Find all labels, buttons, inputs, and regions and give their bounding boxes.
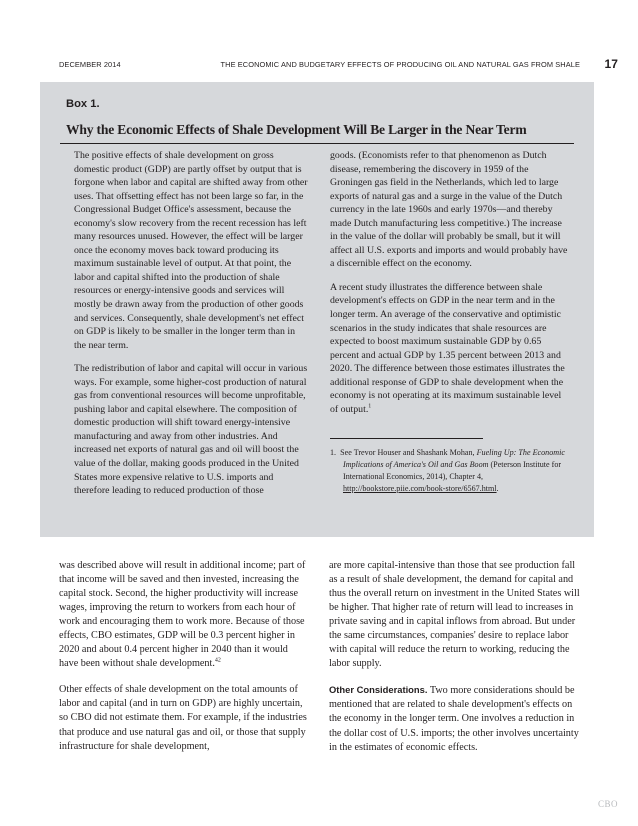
cbo-footer-mark: CBO — [597, 799, 618, 809]
header-date: DECEMBER 2014 — [59, 60, 121, 69]
body-paragraph: are more capital-intensive than those that see production fall as a result of shale development, the demand for capital and thus the overall return on investment in the United States will be higher. That higher rate of return will lead to increases in private saving and in capital inflows from abroad. But under the same circumstances, companies' desire to replace labor with capital will reduce the return to working, reducing the labor supply. — [329, 560, 580, 670]
footnote-number: 1. — [330, 448, 337, 458]
body-paragraph: Other effects of shale development on the total amounts of labor and capital (and in turn on GDP) are highly uncertain, so CBO did not estimate them. For example, if the industries that produce and use natural gas and oil, or those that supply infrastructure for shale development, — [59, 684, 307, 752]
box-paragraph-text: A recent study illustrates the difference between shale development's effects on GDP in the near term and in the longer term. An average of the conservative and optimistic scenarios in the study indicates that shale resources are expected to boost maximum sustainable GDP by 0.65 percent and actual GDP by 1.35 percent between 2013 and 2020. The difference between those estimates illustrates the additional response of GDP to shale development when the economy is not operating at its maximum sustainable level of output. — [330, 281, 565, 415]
footnote-rule — [330, 438, 483, 439]
runin-heading: Other Considerations. — [329, 684, 428, 696]
box-column-right — [330, 149, 569, 494]
box-title: Why the Economic Effects of Shale Development Will Be Larger in the Near Term — [66, 122, 527, 137]
footnote-link[interactable]: http://bookstore.piie.com/book-store/6567.html — [343, 483, 497, 493]
footnote-ref[interactable]: 1 — [368, 403, 372, 410]
box-paragraph: The redistribution of labor and capital will occur in various ways. For example, some higher-cost production of natural gas from conventional resources will become unprofitable, pushing labor and capital elsewhere. The composition of domestic production will shift toward energy-intensive manufacturing and away from other industries. And increased net exports of natural gas and oil will boost the value of the dollar, making goods produced in the United States more expensive relative to U.S. imports and therefore leading to reduced production of those — [74, 363, 308, 497]
running-header — [59, 57, 618, 71]
footnote-text: See Trevor Houser and Shashank Mohan, — [340, 448, 477, 458]
body-paragraph — [59, 559, 307, 671]
body-paragraph — [329, 683, 582, 754]
footnote-end: . — [496, 483, 499, 493]
footnote — [330, 447, 569, 494]
box-title-rule — [60, 143, 574, 144]
box-paragraph: goods. (Economists refer to that phenomenon as Dutch disease, remembering the discovery in 1959 of the Groningen gas field in the Netherlands, which led to large exports of natural gas and a surge in the value of the Dutch currency in the late 1960s and early 1970s—and thereby made Dutch manufacturing less competitive.) The increase in the value of the dollar will probably be small, but it will affect all U.S. exports and imports and would probably have a discernible effect on the economy. — [330, 150, 568, 270]
footnote-book-title: Fueling Up: The Economic Implications of America's Oil and Gas Boom — [343, 448, 565, 470]
endnote-ref[interactable]: 42 — [214, 657, 221, 664]
footnote-text: (Peterson Institute for International Economics, 2014), Chapter 4, — [343, 460, 562, 481]
box-1 — [40, 82, 594, 537]
box-paragraph — [330, 281, 569, 416]
box-column-left — [74, 149, 309, 508]
body-paragraph-text: was described above will result in additional income; part of that income will be saved and then invested, increasing the capital stock. Second, the higher productivity will increase wages, improving the return to workers from each hour of work and encouraging them to work more. Because of those effects, CBO estimates, GDP will be 0.3 percent higher in 2020 and about 0.4 percent higher in 2040 than it would have been without shale development. — [59, 560, 306, 670]
header-report-title: THE ECONOMIC AND BUDGETARY EFFECTS OF PRODUCING OIL AND NATURAL GAS FROM SHALE — [220, 60, 580, 69]
box-paragraph: The positive effects of shale development on gross domestic product (GDP) are partly offset by output that is forgone when labor and capital are shifted away from other uses. That offsetting effect has not been large so far, in the Congressional Budget Office's assessment, because the economy's slow recovery from the recent recession has left many resources unused. However, the effect will be larger once the economy moves back toward producing its maximum sustainable level of output. At that point, the labor and capital shifted into the production of shale resources or energy-intensive goods and services will mostly be drawn away from the production of other goods and services. Consequently, shale development's net effect on GDP is likely to be smaller in the longer term than in the near term. — [74, 150, 308, 351]
body-column-right — [329, 559, 582, 767]
body-paragraph-text: Two more considerations should be mentioned that are related to shale development's effects on the economy in the longer term. One involves a reduction in the dollar cost of U.S. imports; the other involves uncertainty in the estimates of economic effects. — [329, 685, 579, 753]
body-column-left — [59, 559, 307, 766]
box-label: Box 1. — [66, 98, 100, 110]
page-number: 17 — [604, 57, 618, 71]
